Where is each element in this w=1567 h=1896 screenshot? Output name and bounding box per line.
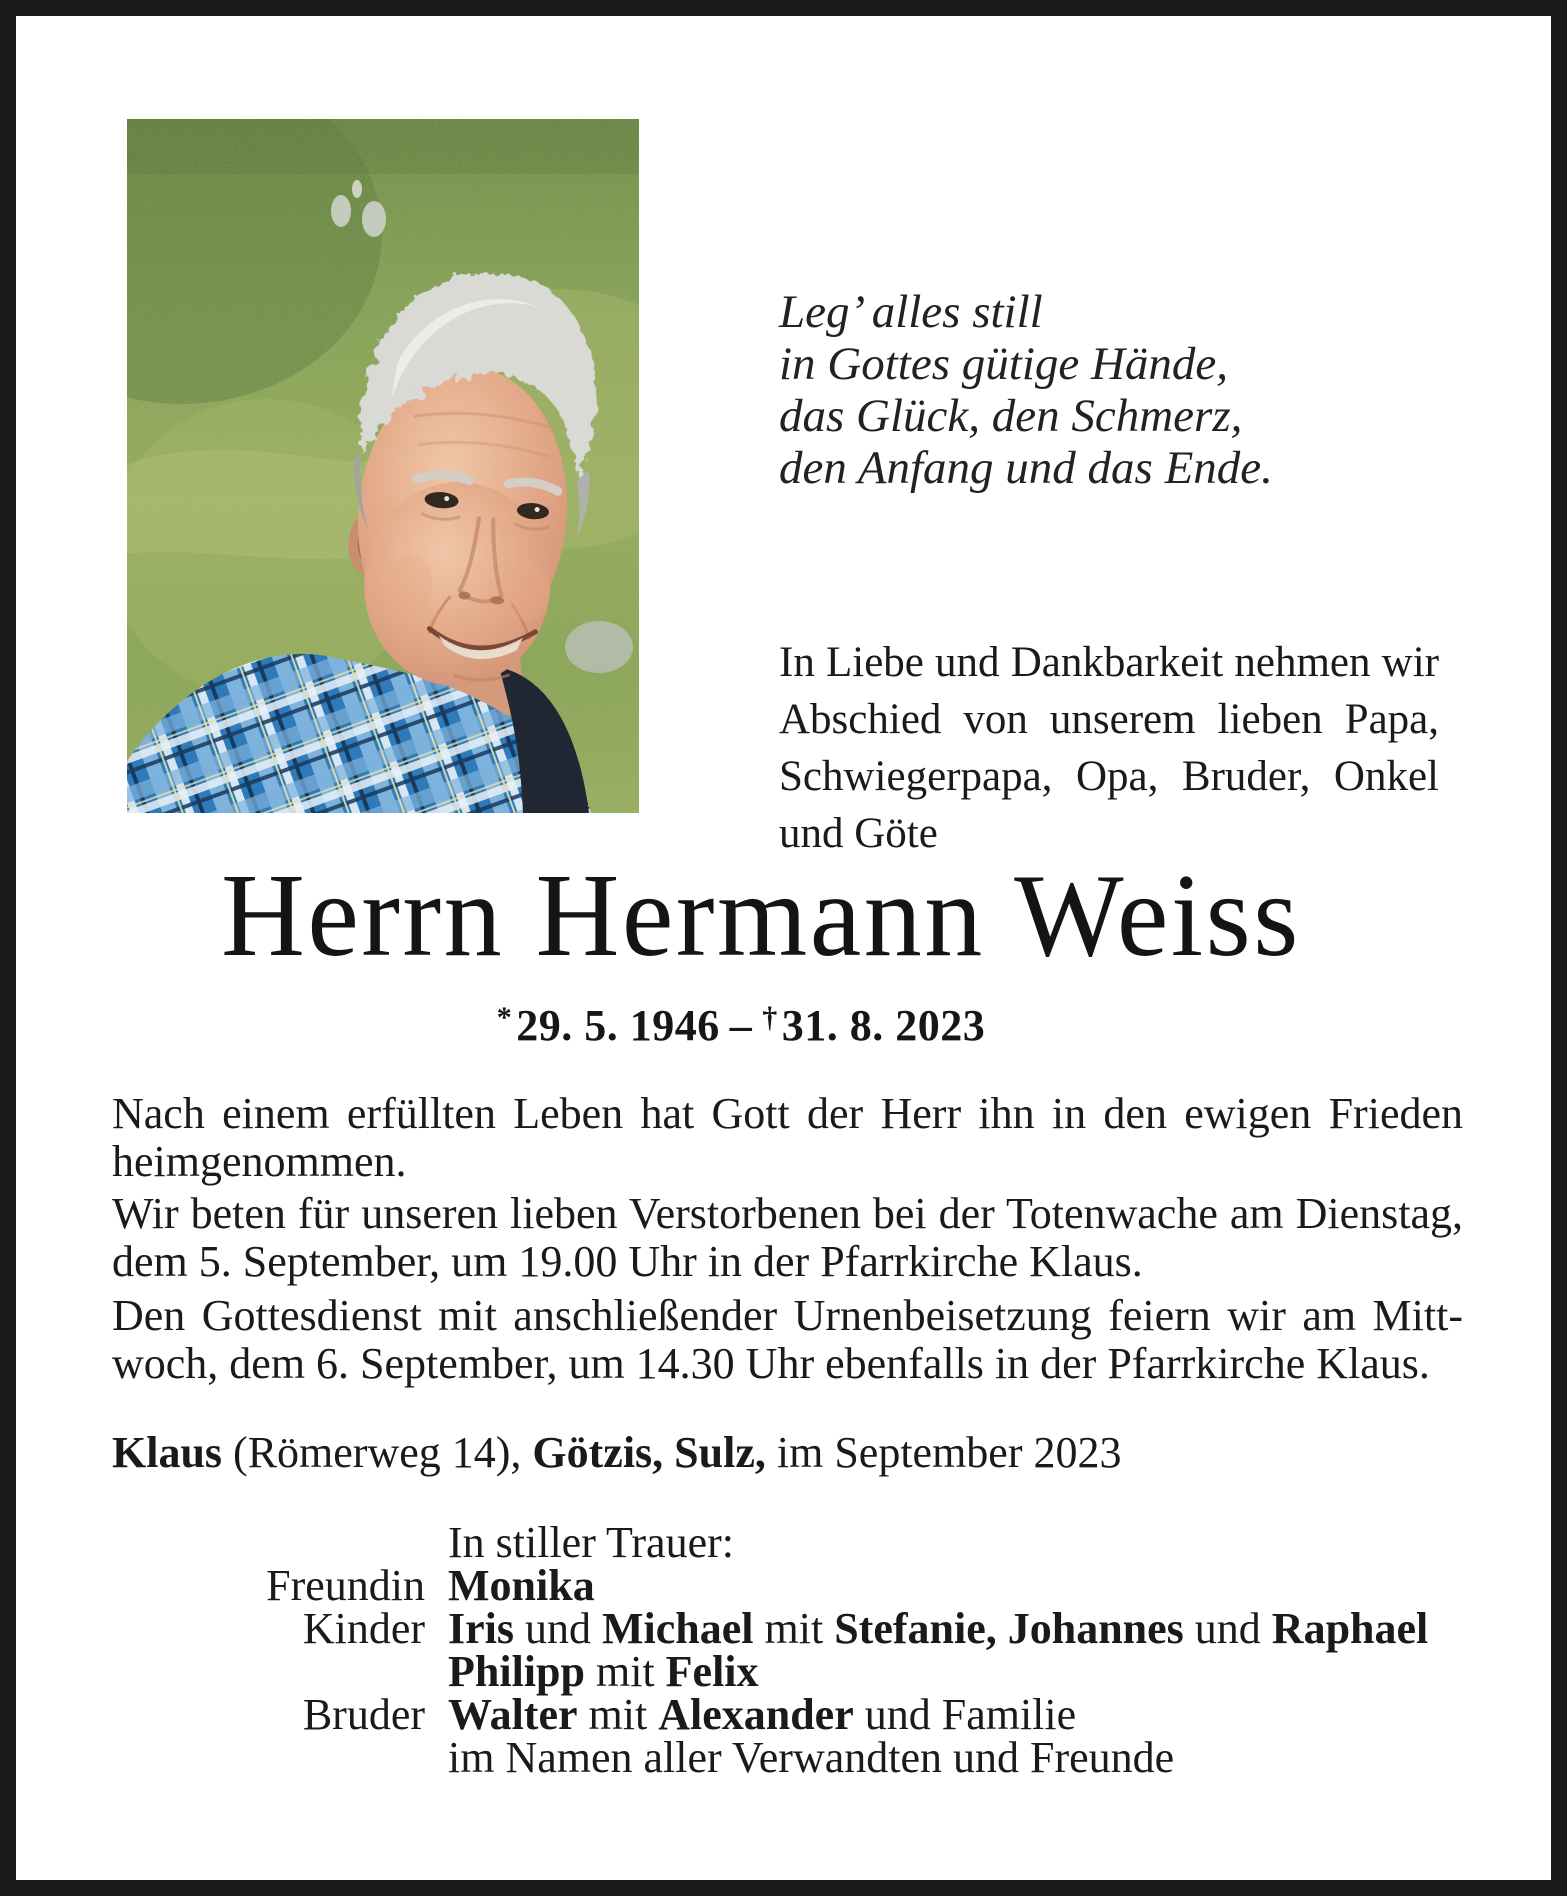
text-line: woch, dem 6. September, um 14.30 Uhr ebenfalls in der Pfarrkirche Klaus.: [112, 1339, 1430, 1388]
relative-names: [425, 1733, 1175, 1782]
death-cross-icon: †: [762, 1001, 778, 1034]
name-bold: Monika: [448, 1561, 595, 1610]
name-bold: Walter: [448, 1690, 578, 1739]
mourning-header: In stiller Trauer:: [448, 1518, 734, 1567]
name-bold: Götzis, Sulz,: [532, 1428, 766, 1477]
rock: [565, 621, 633, 673]
location-line: [112, 1428, 1121, 1478]
name-bold: Iris: [448, 1604, 514, 1653]
relative-names: [425, 1690, 1077, 1739]
name-bold: Felix: [665, 1647, 759, 1696]
text-line: das Glück, den Schmerz,: [779, 390, 1243, 442]
portrait-photo-svg: [127, 119, 639, 813]
mourning-header-row: [112, 1518, 1428, 1567]
text-regular: im Namen aller Verwandten und Freunde: [448, 1733, 1175, 1782]
relative-names: [425, 1604, 1429, 1653]
life-dates: [0, 1000, 1482, 1051]
text-line: Den Gottesdienst mit anschließender Urnenbeisetzung feiern wir am Mitt-: [112, 1291, 1463, 1340]
relation-label: [112, 1736, 425, 1779]
relative-names: [425, 1647, 759, 1696]
memorial-poem: [779, 286, 1273, 494]
text-line: den Anfang und das Ende.: [779, 442, 1273, 494]
birth-date: 29. 5. 1946: [516, 1001, 720, 1050]
mourning-row: [112, 1561, 1428, 1610]
stone: [331, 195, 351, 227]
name-bold: Alexander: [658, 1690, 854, 1739]
relation-label: Freundin: [266, 1561, 425, 1610]
name-bold: Philipp: [448, 1647, 585, 1696]
text-regular: und Familie: [853, 1690, 1077, 1739]
relation-label: [112, 1650, 425, 1693]
name-bold: Klaus: [112, 1428, 223, 1477]
text-line: dem 5. September, um 19.00 Uhr in der Pfarrkirche Klaus.: [112, 1237, 1143, 1286]
text-line: Wir beten für unseren lieben Verstorbenen bei der Totenwache am Dienstag,: [112, 1189, 1463, 1238]
relation-label: Kinder: [302, 1604, 425, 1653]
death-date: 31. 8. 2023: [781, 1001, 986, 1050]
date-separator: –: [729, 1001, 753, 1050]
mourning-label: [112, 1521, 425, 1564]
text-line: Leg’ alles still: [779, 286, 1043, 338]
birth-star-icon: *: [496, 1001, 513, 1034]
mourning-list: [112, 1518, 1429, 1782]
paragraph-wake-service: [112, 1190, 1463, 1286]
mourning-row: [112, 1604, 1429, 1653]
text-regular: im September 2023: [765, 1428, 1122, 1477]
deceased-name: Herrn Hermann Weiss: [221, 850, 1301, 982]
mourning-rows: [112, 1561, 1429, 1782]
text-regular: mit: [753, 1604, 835, 1653]
stone: [362, 201, 386, 237]
text-regular: mit: [584, 1647, 666, 1696]
mourning-row: [112, 1690, 1428, 1739]
farewell-intro-text: [779, 634, 1439, 862]
mourning-row: [112, 1733, 1428, 1782]
text-line: und Göte: [779, 810, 938, 857]
text-regular: (Römerweg 14),: [222, 1428, 533, 1477]
text-line: in Gottes gütige Hände,: [779, 338, 1229, 390]
text-regular: und: [1183, 1604, 1272, 1653]
paragraph-eternal-peace: [112, 1090, 1463, 1186]
name-bold: Raphael: [1271, 1604, 1429, 1653]
text-regular: mit: [577, 1690, 659, 1739]
relation-label: Bruder: [302, 1690, 425, 1739]
text-line: In Liebe und Dankbarkeit nehmen wir: [779, 639, 1439, 686]
paragraph-funeral-service: [112, 1292, 1463, 1388]
text-line: Schwiegerpapa, Opa, Bruder, Onkel: [779, 753, 1439, 800]
text-line: heimgenommen.: [112, 1137, 407, 1186]
text-line: Nach einem erfüllten Leben hat Gott der Herr ihn in den ewigen Frieden: [112, 1089, 1463, 1138]
text-line: Abschied von unserem lieben Papa,: [779, 696, 1439, 743]
mourning-row: [112, 1647, 1428, 1696]
portrait-photo: [127, 119, 639, 813]
relative-names: [425, 1561, 595, 1610]
text-regular: und: [514, 1604, 602, 1653]
name-bold: Michael: [602, 1604, 754, 1653]
name-bold: Stefanie, Johannes: [834, 1604, 1184, 1653]
